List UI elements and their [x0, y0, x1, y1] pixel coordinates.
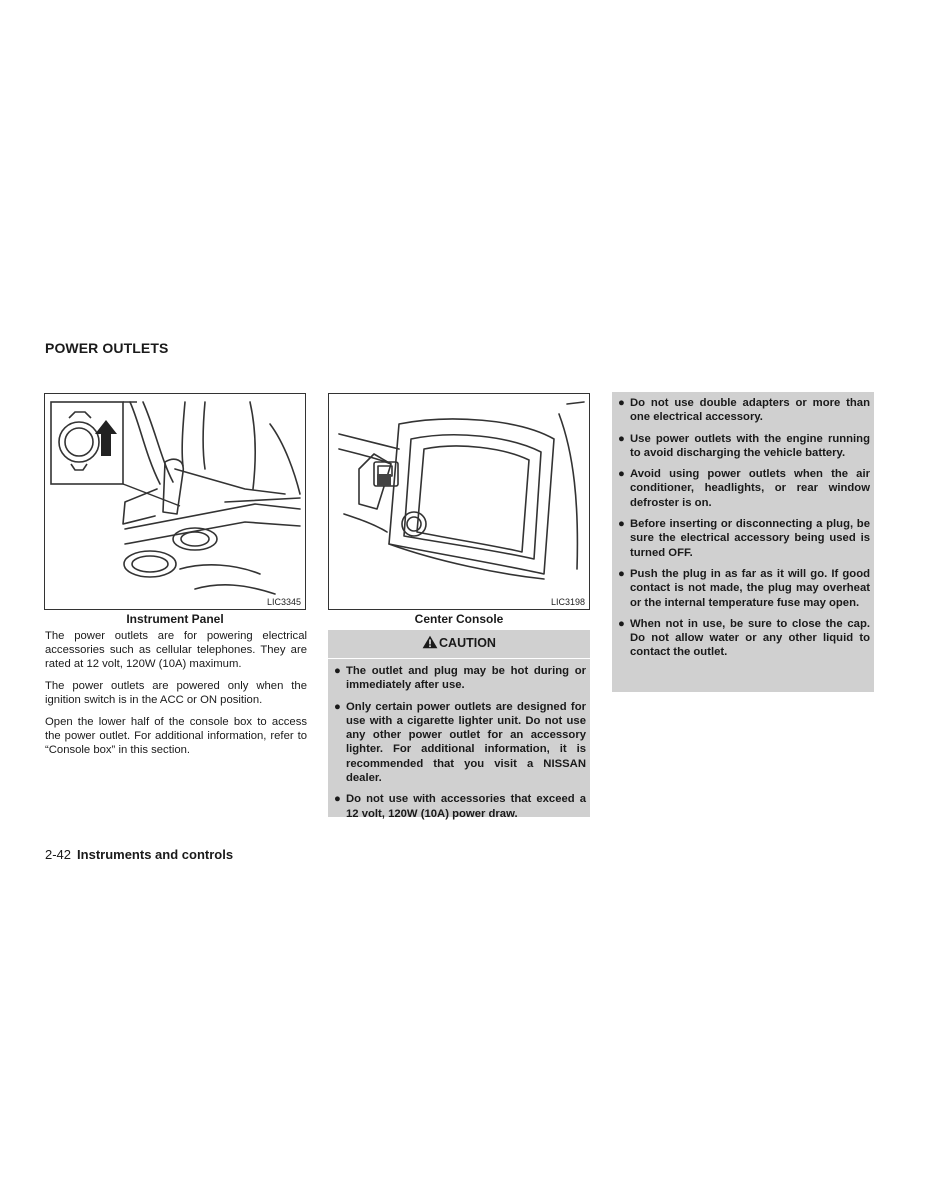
caution-item [332, 700, 586, 786]
caution-item [332, 664, 586, 693]
chapter-title: Instruments and controls [77, 847, 234, 862]
caution-item-text: Do not use with accessories that exceed a 12 volt, 120W (10A) power draw. [346, 793, 586, 820]
bullet-icon: ● [618, 518, 625, 531]
caution-box [328, 630, 590, 820]
caution-item [616, 617, 870, 660]
body-paragraph: The power outlets are powered only when the ignition switch is in the ACC or ON position. [45, 680, 307, 706]
instrument-panel-illustration [45, 394, 305, 609]
bullet-icon: ● [618, 468, 625, 481]
bullet-icon: ● [334, 793, 341, 806]
caution-item-text: Only certain power outlets are designed for use with a cigarette lighter unit. Do not use any other power outlet for an accessory lighter. For additional information, it is recommended that you visit a NISSAN dealer. [346, 700, 586, 785]
figure-instrument-panel [44, 393, 306, 610]
center-console-illustration [329, 394, 589, 609]
caution-header [328, 630, 590, 659]
bullet-icon: ● [618, 397, 625, 409]
figure-center-console [328, 393, 590, 610]
caution-item [616, 432, 870, 461]
bullet-icon: ● [618, 432, 625, 445]
caution-item-text: Before inserting or disconnecting a plug, be sure the electrical accessory being used is turned OFF. [630, 518, 870, 559]
page-number: 2-42 [45, 847, 72, 862]
section-title: POWER OUTLETS [45, 340, 169, 356]
figure-id: LIC3198 [550, 597, 585, 607]
body-paragraph: Open the lower half of the console box to access the power outlet. For additional information, refer to “Console box” in this section. [45, 716, 307, 756]
figure-id: LIC3345 [266, 597, 301, 607]
caution-item [616, 567, 870, 610]
caution-item [616, 467, 870, 510]
page-footer [45, 847, 233, 862]
warning-triangle-icon [422, 635, 438, 652]
figure-caption: Center Console [414, 612, 504, 626]
bullet-icon: ● [618, 617, 625, 630]
caution-item-text: Do not use double adapters or more than one electrical accessory. [630, 397, 870, 424]
caution-item-text: Avoid using power outlets when the air conditioner, headlights, or rear window defroster is on. [630, 468, 870, 509]
caution-title: CAUTION [439, 636, 496, 650]
bullet-icon: ● [334, 665, 341, 677]
caution-item-text: Push the plug in as far as it will go. If good contact is not made, the plug may overheat or the internal temperature fuse may open. [630, 567, 870, 609]
caution-list [328, 659, 590, 825]
caution-continued-box [612, 392, 874, 692]
caution-item-text: When not in use, be sure to close the cap. Do not allow water or any other liquid to contact the outlet. [630, 617, 870, 659]
caution-continued-list [612, 392, 874, 664]
caution-item [616, 517, 870, 560]
body-paragraph: The power outlets are for powering electrical accessories such as cellular telephones. They are rated at 12 volt, 120W (10A) maximum. [45, 630, 307, 670]
bullet-icon: ● [618, 567, 625, 580]
bullet-icon: ● [334, 700, 341, 713]
caution-item [332, 792, 586, 821]
body-text-column [45, 629, 307, 765]
figure-caption: Instrument Panel [126, 612, 224, 626]
caution-item-text: The outlet and plug may be hot during or immediately after use. [346, 665, 586, 692]
caution-item-text: Use power outlets with the engine running to avoid discharging the vehicle battery. [630, 432, 870, 459]
caution-item [616, 396, 870, 425]
